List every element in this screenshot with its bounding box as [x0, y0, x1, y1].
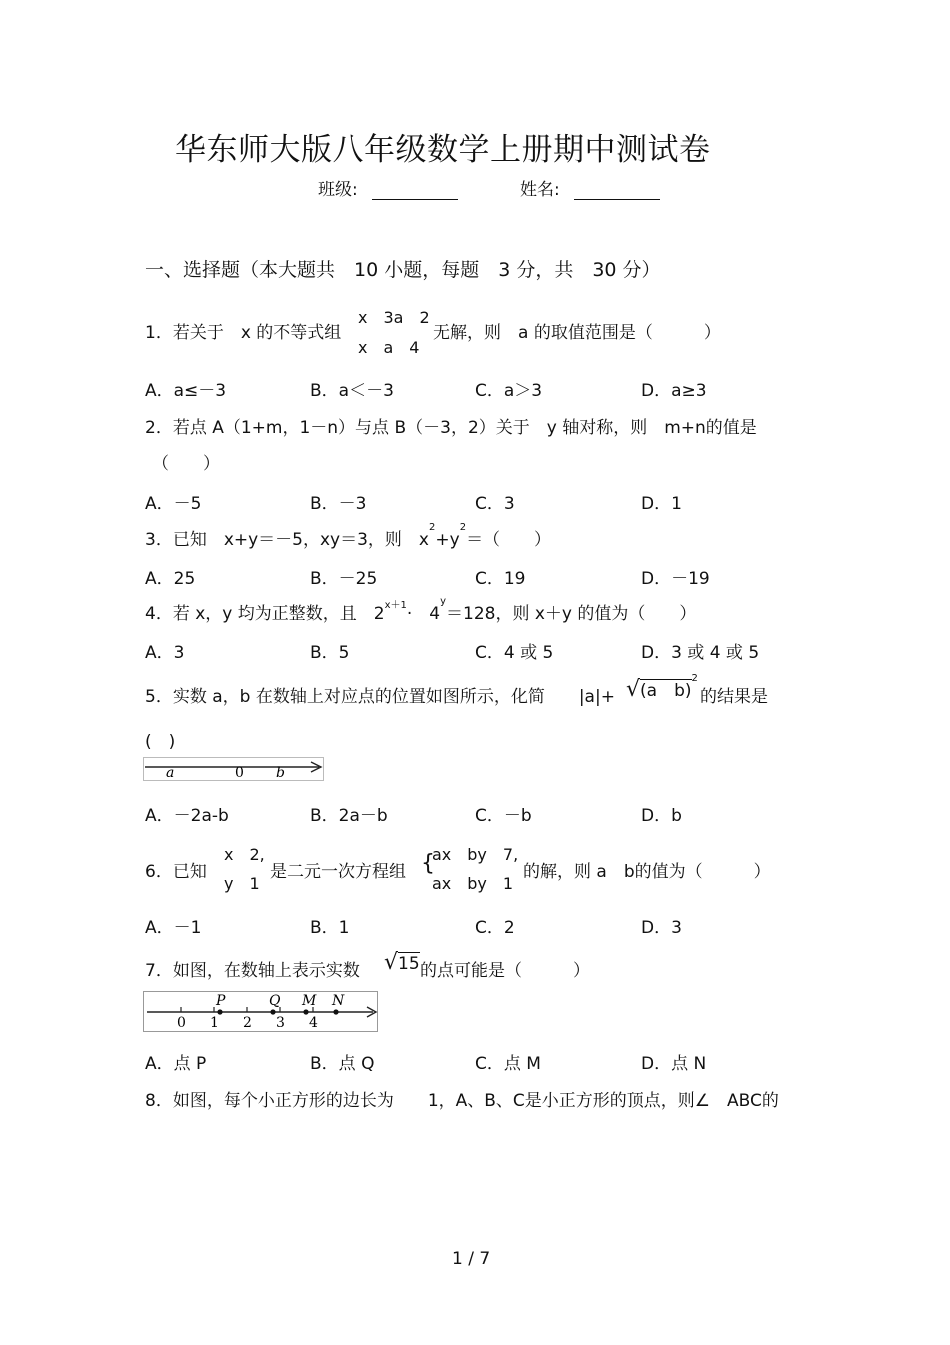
q5-label-b: b: [276, 765, 285, 781]
q7-point-dot: [303, 1009, 308, 1014]
q2-text: 2．若点 A（1+m，1－n）与点 B（－3，2）关于 y 轴对称，则 m+n的值是: [145, 418, 757, 438]
q5-option-c: C．－b: [475, 806, 532, 826]
q7-tick-label: 2: [243, 1015, 252, 1031]
q3-exponent-1: 2: [429, 522, 436, 533]
q3-part3: ＝（ ）: [466, 530, 552, 550]
q2-paren: （ ）: [152, 454, 220, 474]
q7-option-a: A．点 P: [145, 1054, 207, 1074]
q3-option-a: A．25: [145, 569, 196, 589]
q5-part1: 5．实数 a，b 在数轴上对应点的位置如图所示，化简 |a|+: [145, 687, 615, 707]
name-blank: [574, 181, 660, 200]
page-number: 1 / 7: [452, 1249, 491, 1269]
q5-exponent: 2: [691, 673, 698, 684]
q3-part1: 3．已知 x+y＝－5，xy＝3，则 x: [145, 530, 429, 550]
q7-option-c: C．点 M: [475, 1054, 541, 1074]
q6-equation-1: ax by 7,: [432, 845, 519, 864]
q7-part2: 的点可能是（ ）: [420, 961, 590, 981]
q6-option-a: A．－1: [145, 918, 202, 938]
q3-option-b: B．－25: [310, 569, 378, 589]
q3-option-d: D．－19: [641, 569, 710, 589]
page-title: 华东师大版八年级数学上册期中测试卷: [175, 132, 711, 168]
q7-tick-label: 4: [309, 1015, 318, 1031]
q1-prefix: 1．若关于 x 的不等式组: [145, 323, 342, 343]
q6-prefix: 6．已知: [145, 862, 207, 882]
q6-brace: {: [421, 851, 435, 876]
q5-option-a: A．－2a-b: [145, 806, 229, 826]
q1-option-d: D．a≥3: [641, 381, 707, 401]
q6-suffix: 的解，则 a b的值为（ ）: [523, 862, 771, 882]
q5-label-0: 0: [235, 765, 244, 781]
q7-point-label-p: P: [216, 993, 226, 1009]
q7-point-dot: [333, 1009, 338, 1014]
q4-option-a: A．3: [145, 643, 185, 663]
q7-radical-sign: √: [384, 950, 399, 975]
q5-radicand: (a b): [640, 681, 692, 701]
q8-text: 8．如图，每个小正方形的边长为 1，A、B、C是小正方形的顶点，则∠ ABC的: [145, 1091, 779, 1111]
q2-option-d: D．1: [641, 494, 682, 514]
q3-part2: +y: [435, 530, 460, 550]
q5-part2: 的结果是: [700, 687, 768, 707]
q4-option-c: C．4 或 5: [475, 643, 554, 663]
q6-solution-row1: x 2,: [224, 845, 265, 864]
class-field: [318, 175, 458, 200]
q7-tick-label: 3: [276, 1015, 285, 1031]
q5-radical-sign: √: [626, 677, 641, 702]
q7-number-line: [143, 991, 379, 1032]
q7-point-label-q: Q: [269, 993, 281, 1009]
q4-part2: · 4: [406, 604, 441, 624]
q4-exponent-1: x＋1: [384, 600, 407, 611]
q5-label-a: a: [166, 765, 175, 781]
q3-option-c: C．19: [475, 569, 526, 589]
q3-text: [145, 522, 552, 550]
q6-option-c: C．2: [475, 918, 515, 938]
class-blank: [372, 181, 458, 200]
q1-option-b: B．a＜－3: [310, 381, 394, 401]
q4-exponent-2: y: [440, 596, 446, 607]
q6-option-b: B．1: [310, 918, 350, 938]
q7-point-label-m: M: [302, 993, 317, 1009]
q5-option-d: D．b: [641, 806, 682, 826]
section-heading: 一、选择题（本大题共 10 小题，每题 3 分，共 30 分）: [145, 259, 661, 281]
q5-number-line: [143, 757, 325, 781]
class-label: 班级:: [318, 180, 358, 200]
q1-option-a: A．a≤－3: [145, 381, 227, 401]
q2-option-b: B．－3: [310, 494, 367, 514]
name-label: 姓名:: [520, 180, 560, 200]
q2-option-c: C．3: [475, 494, 515, 514]
q1-system-row2: x a 4: [358, 338, 420, 357]
q5-sqrt: [626, 673, 698, 702]
q7-tick-label: 1: [210, 1015, 219, 1031]
q1-suffix: 无解，则 a 的取值范围是（ ）: [433, 323, 721, 343]
q2-option-a: A．－5: [145, 494, 202, 514]
q4-text: [145, 596, 697, 624]
q7-part1: 7．如图，在数轴上表示实数: [145, 961, 360, 981]
q7-sqrt: [384, 950, 420, 975]
q4-option-d: D．3 或 4 或 5: [641, 643, 760, 663]
q5-paren: ( ): [145, 732, 176, 752]
q7-radicand: 15: [398, 954, 420, 974]
q1-option-c: C．a＞3: [475, 381, 543, 401]
q4-part3: ＝128，则 x＋y 的值为（ ）: [446, 604, 697, 624]
q7-point-dot: [270, 1009, 275, 1014]
q4-part1: 4．若 x，y 均为正整数，且 2: [145, 604, 385, 624]
q6-middle: 是二元一次方程组: [270, 862, 406, 882]
q7-point-label-n: N: [332, 993, 345, 1009]
q6-solution-row2: y 1: [224, 874, 260, 893]
q5-option-b: B．2a－b: [310, 806, 388, 826]
q1-system-row1: x 3a 2: [358, 308, 430, 327]
q7-ticks: [177, 1007, 318, 1031]
q7-tick-label: 0: [177, 1015, 186, 1031]
q4-option-b: B．5: [310, 643, 350, 663]
q7-option-b: B．点 Q: [310, 1054, 375, 1074]
name-field: [520, 175, 660, 200]
q7-option-d: D．点 N: [641, 1054, 707, 1074]
q3-exponent-2: 2: [459, 522, 467, 533]
q6-equation-2: ax by 1: [432, 874, 514, 893]
q7-point-dot: [217, 1009, 222, 1014]
q6-option-d: D．3: [641, 918, 682, 938]
